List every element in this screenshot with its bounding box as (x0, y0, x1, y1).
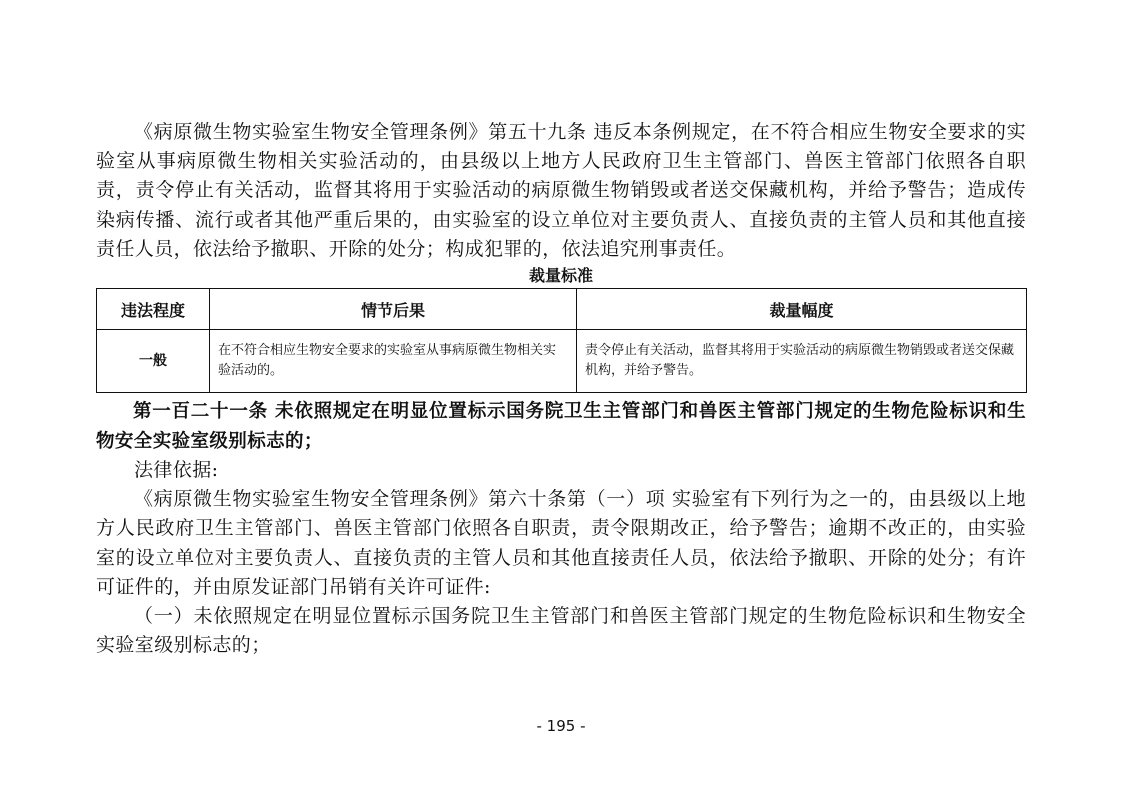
cell-penalty-range: 责令停止有关活动，监督其将用于实验活动的病原微生物销毁或者送交保藏机构，并给予警告。 (577, 330, 1027, 393)
table-title: 裁量标准 (528, 266, 593, 286)
article-section (96, 397, 1026, 660)
table-row (97, 330, 1027, 393)
discretion-standard-table (96, 288, 1027, 393)
article-heading: 第一百二十一条 未依照规定在明显位置标示国务院卫生主管部门和兽医主管部门规定的生物危险标识和生物安全实验室级别标志的； (96, 401, 1026, 452)
regulation-paragraph: 《病原微生物实验室生物安全管理条例》第五十九条 违反本条例规定，在不符合相应生物安全要求的实验室从事病原微生物相关实验活动的，由县级以上地方人民政府卫生主管部门、兽医主管部门依照各自职责，责令停止有关活动，监督其将用于实验活动的病原微生物销毁或者送交保藏机构，并给予警告；造成传染病传播、流行或者其他严重后果的，由实验室的设立单位对主要负责人、直接负责的主管人员和其他直接责任人员，依法给予撤职、开除的处分；构成犯罪的，依法追究刑事责任。 (96, 121, 1026, 260)
legal-basis-item-one: （一）未依照规定在明显位置标示国务院卫生主管部门和兽医主管部门规定的生物危险标识和生物安全实验室级别标志的； (96, 605, 1026, 657)
table-header-row (97, 289, 1027, 330)
legal-basis-label: 法律依据: (134, 459, 219, 482)
document-body (96, 118, 1026, 660)
cell-circumstance: 在不符合相应生物安全要求的实验室从事病原微生物相关实验活动的。 (210, 330, 577, 393)
cell-violation-degree: 一般 (97, 330, 210, 393)
legal-basis-paragraph: 《病原微生物实验室生物安全管理条例》第六十条第（一）项 实验室有下列行为之一的，由县级以上地方人民政府卫生主管部门、兽医主管部门依照各自职责，责令限期改正，给予警告；逾期不改正的，由实验室的设立单位对主要负责人、直接负责的主管人员和其他直接责任人员，依法给予撤职、开除的处分；有许可证件的，并由原发证部门吊销有关许可证件: (96, 488, 1026, 598)
page-number: - 195 - (536, 717, 586, 735)
header-penalty-range: 裁量幅度 (577, 289, 1027, 330)
header-violation-degree: 违法程度 (97, 289, 210, 330)
header-circumstance: 情节后果 (210, 289, 577, 330)
